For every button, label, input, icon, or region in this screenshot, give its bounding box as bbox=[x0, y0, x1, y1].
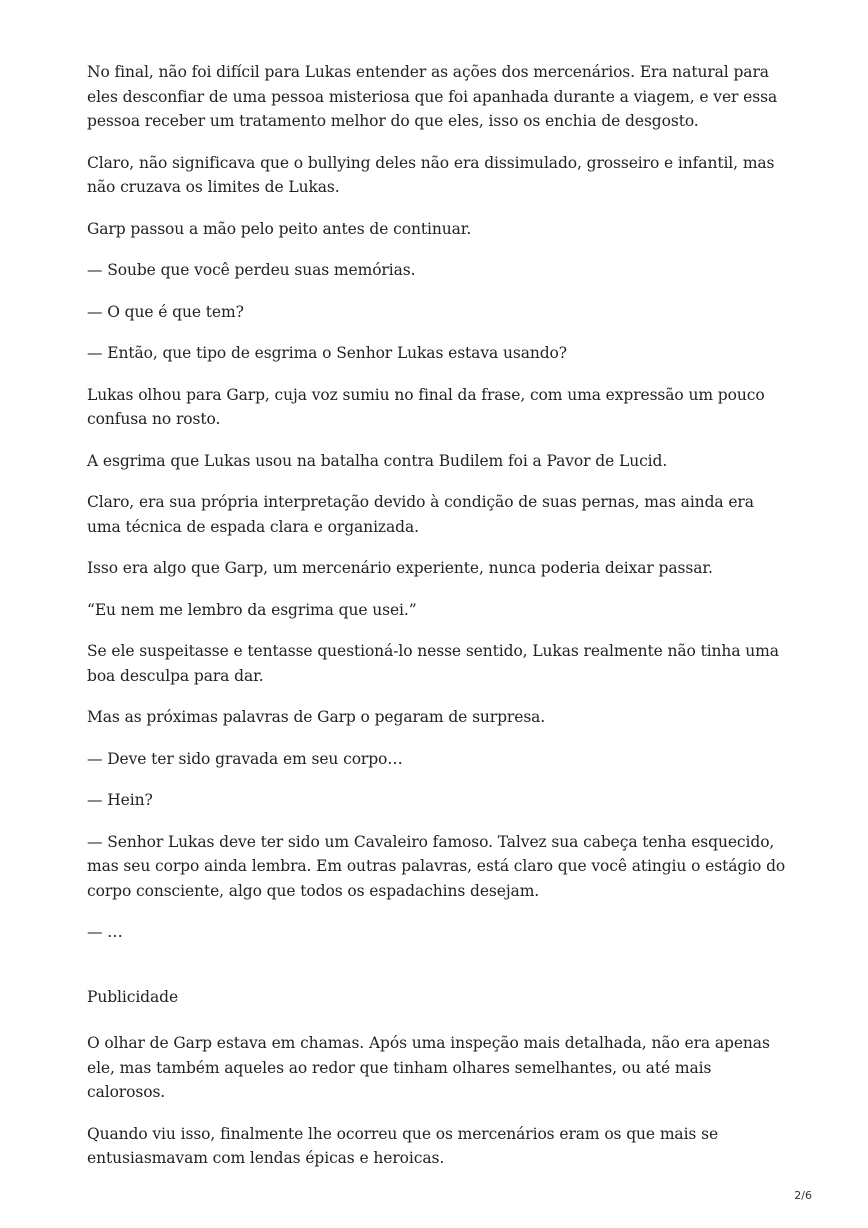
dialogue-line: — Senhor Lukas deve ter sido um Cavaleiro famoso. Talvez sua cabeça tenha esquecido, mas seu corpo ainda lembra. Em outras palavras, está claro que você atingiu o estágio do corpo consciente, algo que todos os espadachins desejam. bbox=[87, 832, 786, 900]
dialogue-line: — O que é que tem? bbox=[87, 302, 244, 321]
dialogue-line: — Então, que tipo de esgrima o Senhor Lukas estava usando? bbox=[87, 344, 567, 362]
paragraph: Claro, não significava que o bullying deles não era dissimulado, grosseiro e infantil, mas não cruzava os limites de Lukas. bbox=[87, 153, 775, 196]
paragraph: O olhar de Garp estava em chamas. Após uma inspeção mais detalhada, não era apenas ele, mas também aqueles ao redor que tinham olhares semelhantes, ou até mais calorosos. bbox=[87, 1034, 770, 1101]
paragraph: No final, não foi difícil para Lukas entender as ações dos mercenários. Era natural para eles desconfiar de uma pessoa misteriosa que foi apanhada durante a viagem, e ver essa pessoa receber um tratamento melhor do que eles, isso os enchia de desgosto. bbox=[87, 63, 778, 130]
dialogue-line: — Hein? bbox=[87, 791, 153, 809]
paragraph: A esgrima que Lukas usou na batalha contra Budilem foi a Pavor de Lucid. bbox=[87, 451, 668, 470]
paragraph: Quando viu isso, finalmente lhe ocorreu que os mercenários eram os que mais se entusiasmavam com lendas épicas e heroicas. bbox=[87, 1124, 719, 1167]
page-number: 2/6 bbox=[794, 1189, 812, 1202]
dialogue-line: — Soube que você perdeu suas memórias. bbox=[87, 261, 416, 279]
advertisement-label: Publicidade bbox=[87, 987, 179, 1006]
paragraph: Claro, era sua própria interpretação devido à condição de suas pernas, mas ainda era uma técnica de espada clara e organizada. bbox=[87, 493, 754, 536]
paragraph: Se ele suspeitasse e tentasse questioná-lo nesse sentido, Lukas realmente não tinha uma boa desculpa para dar. bbox=[87, 642, 779, 685]
dialogue-line: — … bbox=[87, 923, 123, 941]
document-body bbox=[87, 60, 787, 1188]
paragraph: Isso era algo que Garp, um mercenário experiente, nunca poderia deixar passar. bbox=[87, 559, 713, 577]
paragraph: Lukas olhou para Garp, cuja voz sumiu no final da frase, com uma expressão um pouco confusa no rosto. bbox=[87, 385, 765, 428]
paragraph: Garp passou a mão pelo peito antes de continuar. bbox=[87, 219, 472, 238]
dialogue-line: — Deve ter sido gravada em seu corpo… bbox=[87, 749, 403, 768]
thought-line: “Eu nem me lembro da esgrima que usei.” bbox=[87, 600, 417, 619]
paragraph: Mas as próximas palavras de Garp o pegaram de surpresa. bbox=[87, 708, 546, 726]
